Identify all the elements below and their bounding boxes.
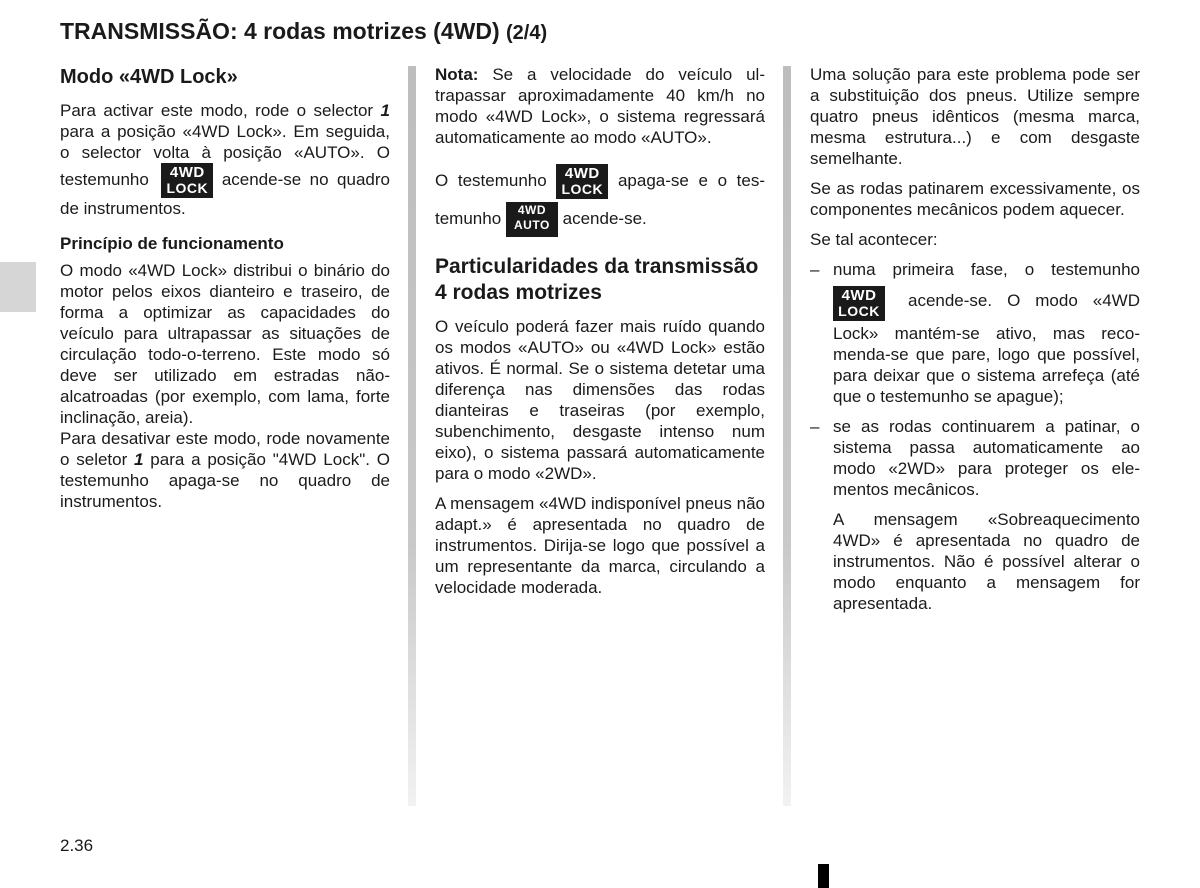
list-item: – se as rodas continuarem a patinar, o sistema passa automaticamente ao modo «2WD» para proteger os elementos mecânicos. xyxy=(810,417,1140,499)
section-heading-4wd-lock: Modo «4WD Lock» xyxy=(60,66,238,88)
column-middle xyxy=(435,64,765,607)
paragraph-noise: O veículo poderá fazer mais ruído quando os modos «AUTO» ou «4WD Lock» estão ativos. É normal. Se o sistema detetar uma diferença nas dimensões das rodas dianteiras e traseiras (por exemplo, subenchimento, desgaste intenso num eixo), o sistema passará automaticamente para o modo «2WD». xyxy=(435,317,765,483)
selector-number: 1 xyxy=(134,450,144,469)
4wd-lock-icon: 4WD LOCK xyxy=(556,164,608,199)
paragraph-overheat: Se as rodas patinarem excessivamente, os componentes mecânicos podem aquecer. xyxy=(810,179,1140,219)
paragraph-activate: Para activar este modo, rode o selector 1 para a posição «4WD Lock». Em seguida, o selector volta à posição «AUTO». O testemunho 4WD LOCK acende-se no quadro de instrumentos. xyxy=(60,101,390,218)
page-number: 2.36 xyxy=(60,836,94,855)
note-label: Nota: xyxy=(435,65,479,84)
section-tab xyxy=(0,262,36,312)
subheading-principle: Princípio de funcionamento xyxy=(60,234,284,253)
4wd-lock-icon: 4WD LOCK xyxy=(161,163,213,198)
column-right xyxy=(810,64,1140,623)
column-left xyxy=(60,64,390,521)
section-heading-particularities: Particularidades da transmissão 4 rodas motrizes xyxy=(435,255,759,304)
column-divider-1 xyxy=(408,66,416,806)
4wd-auto-icon: 4WD AUTO xyxy=(506,202,558,237)
paragraph-principle: O modo «4WD Lock» distribui o binário do motor pelos eixos dianteiro e traseiro, de forma a optimizar as capacidades do veículo para ultrapassar as situações de circulação todo-o-terreno. Este modo só deve ser utilizado em estradas não-alcatroadas (por exemplo, com lama, forte inclinação, areia). xyxy=(60,261,390,427)
note-paragraph: Nota: Se a velocidade do veículo ultrapassar aproximadamente 40 km/h no modo «4WD Lock», o sistema regressará automaticamente ao modo «AUTO». xyxy=(435,65,765,147)
paragraph-deactivate: Para desativar este modo, rode novamente o seletor 1 para a posição "4WD Lock". O testemunho apaga-se no quadro de instrumentos. xyxy=(60,429,390,511)
column-divider-2 xyxy=(783,66,791,806)
page-edge-mark xyxy=(818,864,829,888)
paragraph-solution: Uma solução para este problema pode ser a substituição dos pneus. Utilize sempre quatro pneus idênticos (mesma marca, mesma estrutura...) e com desgaste semelhante. xyxy=(810,65,1140,168)
4wd-lock-icon: 4WD LOCK xyxy=(833,286,885,321)
page-title: TRANSMISSÃO: 4 rodas motrizes (4WD) (2/4) xyxy=(60,18,548,44)
page-title-suffix: (2/4) xyxy=(506,22,548,44)
selector-number: 1 xyxy=(380,101,390,120)
paragraph-if-happens: Se tal acontecer: xyxy=(810,230,938,249)
paragraph-message: A mensagem «4WD indisponível pneus não adapt.» é apresentada no quadro de instrumentos. Dirija-se logo que possível a um representante da marca, circulando a velocidade moderada. xyxy=(435,494,765,597)
paragraph-icons: O testemunho 4WD LOCK apaga-se e o testemunho 4WD AUTO acende-se. xyxy=(435,162,765,238)
list-item: – numa primeira fase, o testemunho 4WD LOCK acende-se. O modo «4WD Lock» mantém-se ativo, mas recomenda-se que pare, logo que possível, para deixar que o sistema arrefeça (até que o testemunho se apague); xyxy=(810,260,1140,406)
paragraph-overheat-message: A mensagem «Sobreaquecimento 4WD» é apresentada no quadro de instrumentos. Não é possível alterar o modo enquanto a mensagem for apresentada. xyxy=(833,510,1140,613)
